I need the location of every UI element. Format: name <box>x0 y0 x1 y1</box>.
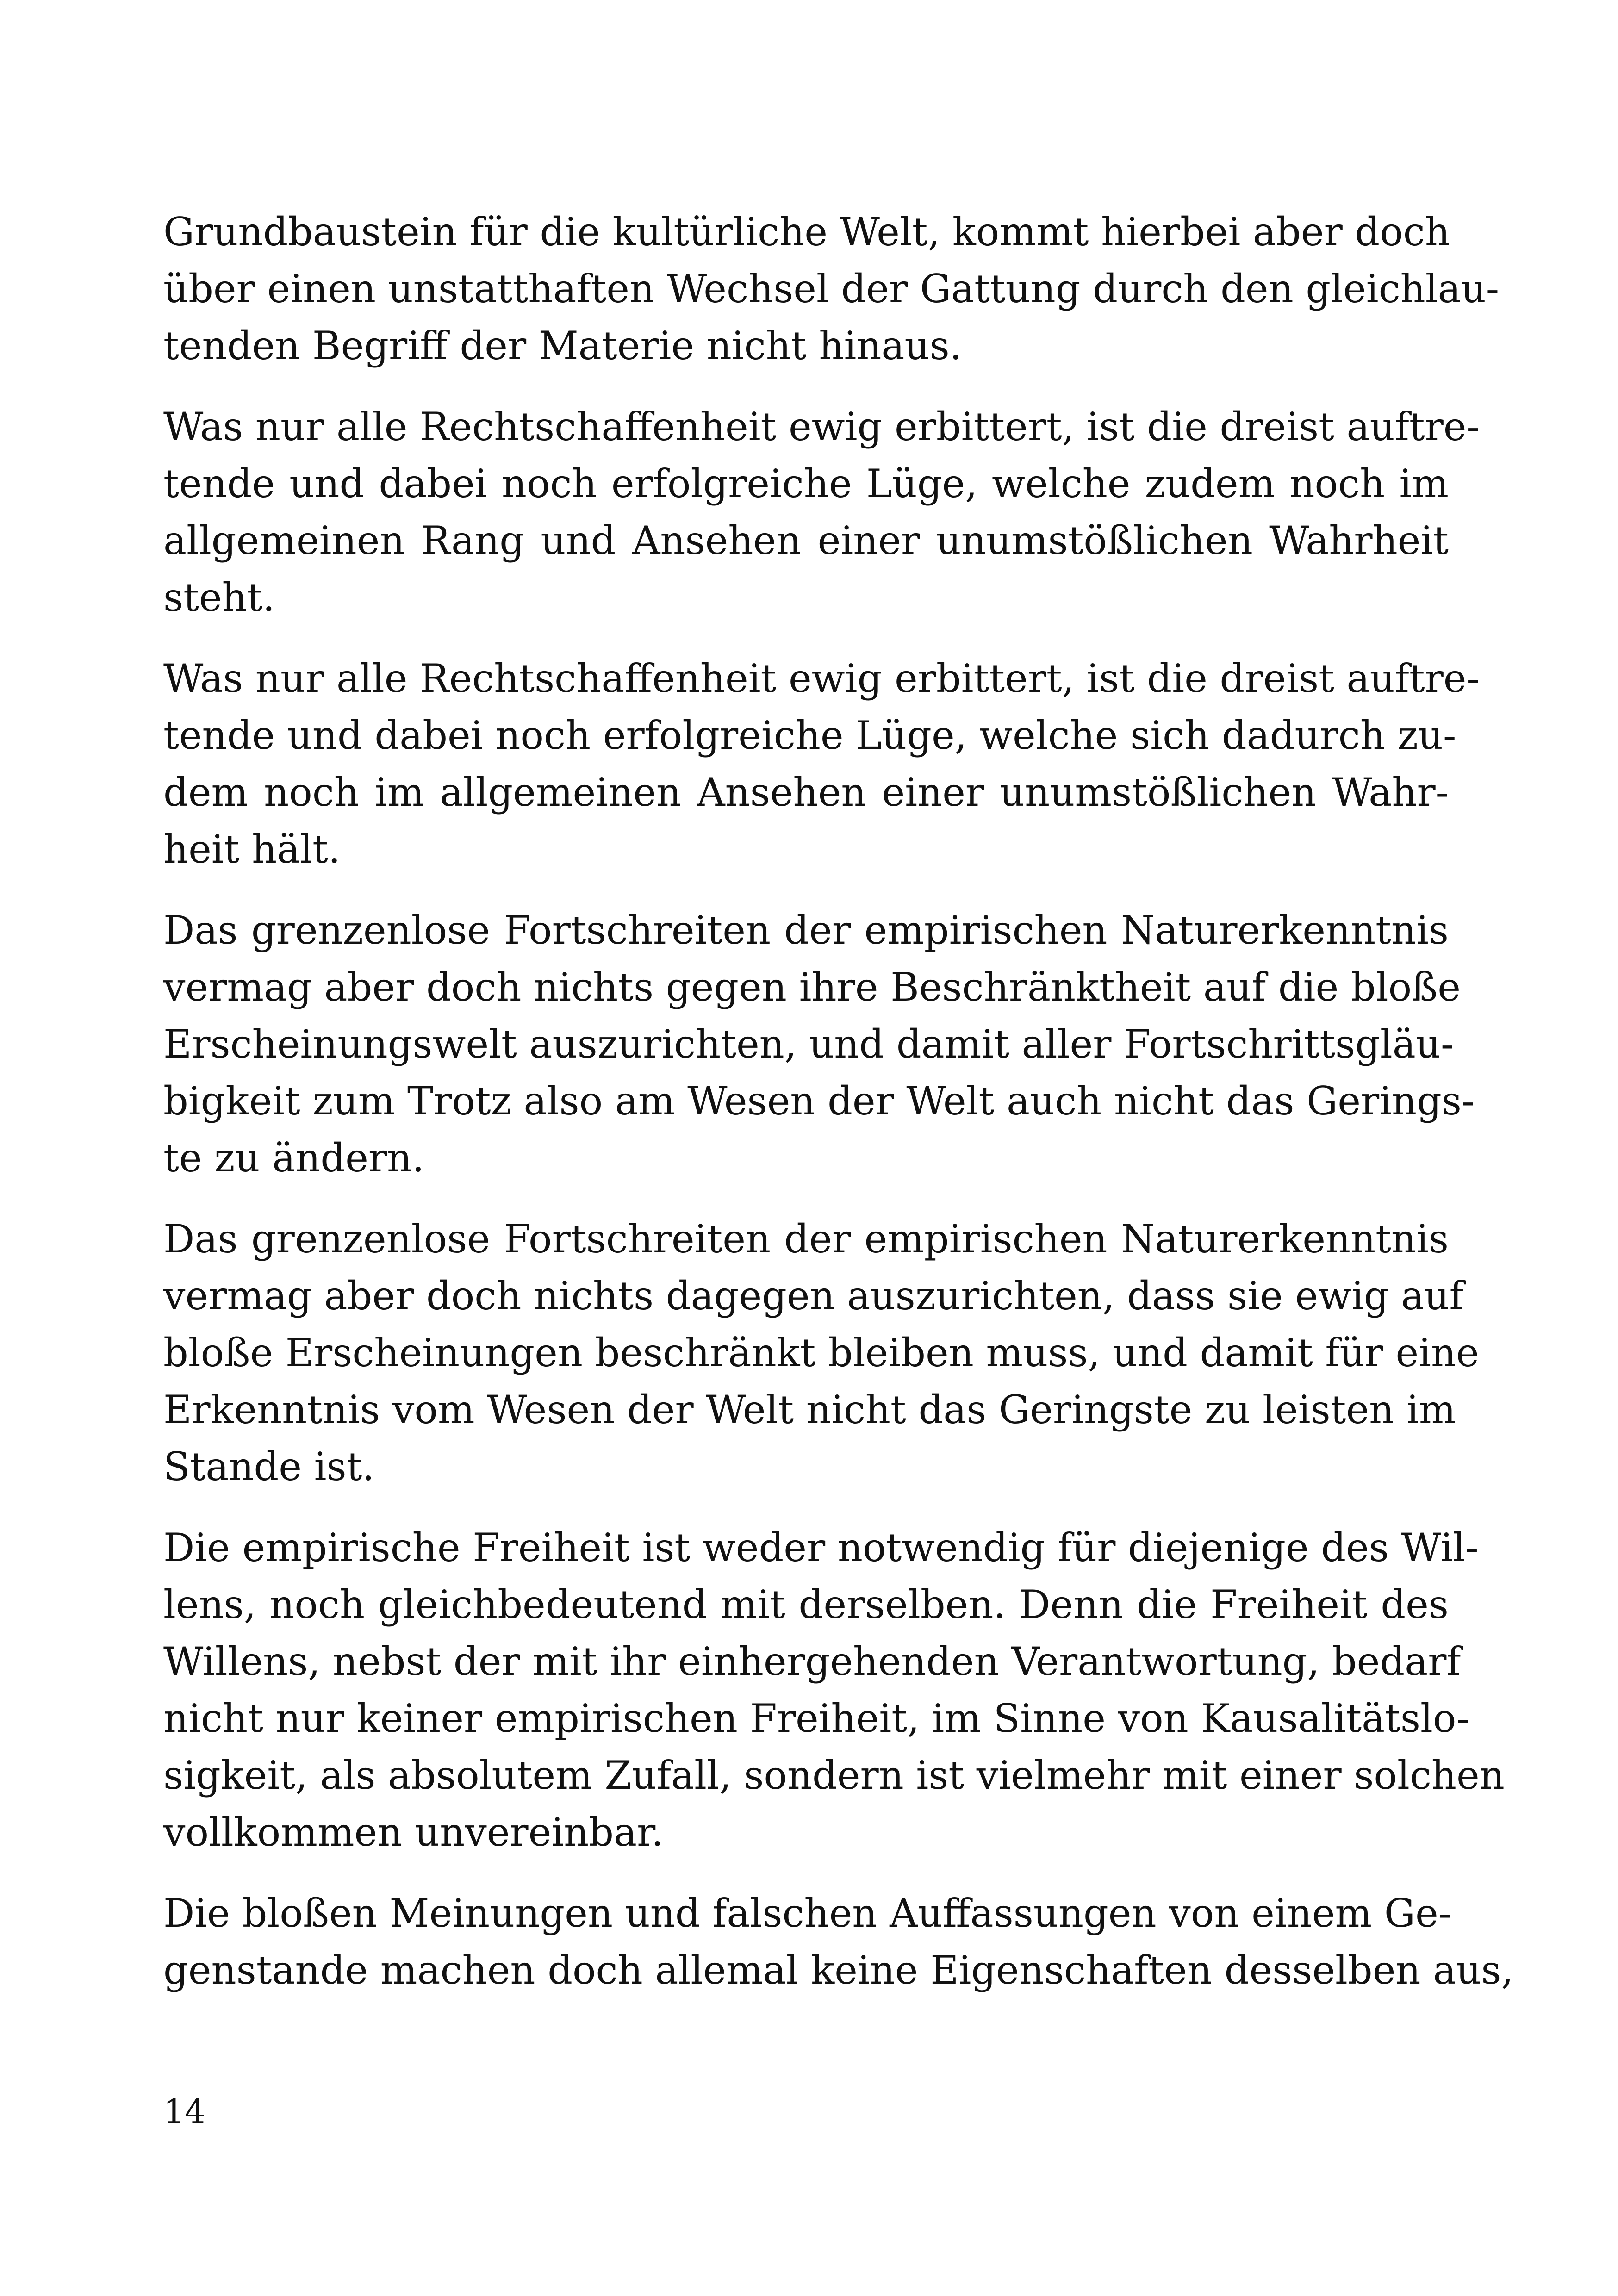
paragraph <box>163 650 1480 878</box>
text-line: genstande machen doch allemal keine Eigenschaften desselben aus, <box>163 1948 1514 1993</box>
text-line: Was nur alle Rechtschaffenheit ewig erbittert, ist die dreist auftre- <box>163 404 1480 449</box>
text-line: bigkeit zum Trotz also am Wesen der Welt auch nicht das Gerings- <box>163 1078 1475 1124</box>
text-line: heit hält. <box>163 827 341 872</box>
paragraph <box>163 1519 1505 1861</box>
text-line: Das grenzenlose Fortschreiten der empirischen Naturerkenntnis <box>163 908 1449 953</box>
text-line: Das grenzenlose Fortschreiten der empirischen Naturerkenntnis <box>163 1216 1449 1262</box>
text-line: vollkommen unvereinbar. <box>163 1810 664 1855</box>
text-line: Willens, nebst der mit ihr einhergehenden Verantwortung, bedarf <box>163 1639 1461 1684</box>
text-line: Erscheinungswelt auszurichten, und damit aller Fortschrittsgläu- <box>163 1021 1454 1067</box>
paragraph <box>163 1211 1479 1495</box>
text-line: Die empirische Freiheit ist weder notwendig für diejenige des Wil- <box>163 1525 1479 1570</box>
text-line: nicht nur keiner empirischen Freiheit, im Sinne von Kausalitätslo- <box>163 1696 1469 1741</box>
text-line: lens, noch gleichbedeutend mit derselben. Denn die Freiheit des <box>163 1582 1449 1627</box>
text-line: tende und dabei noch erfolgreiche Lüge, welche zudem noch im <box>163 461 1449 506</box>
text-line: tenden Begriff der Materie nicht hinaus. <box>163 323 962 368</box>
text-line: Erkenntnis vom Wesen der Welt nicht das Geringste zu leisten im <box>163 1387 1456 1432</box>
text-line: Was nur alle Rechtschaffenheit ewig erbittert, ist die dreist auftre- <box>163 656 1480 701</box>
body-text <box>163 204 1514 2023</box>
text-line: Stande ist. <box>163 1444 375 1489</box>
text-line: tende und dabei noch erfolgreiche Lüge, welche sich dadurch zu- <box>163 713 1456 758</box>
text-line: Die bloßen Meinungen und falschen Auffassungen von einem Ge- <box>163 1891 1452 1936</box>
text-line: te zu ändern. <box>163 1135 424 1181</box>
text-line: sigkeit, als absolutem Zufall, sondern ist vielmehr mit einer solchen <box>163 1753 1505 1798</box>
text-line: bloße Erscheinungen beschränkt bleiben muss, und damit für eine <box>163 1330 1479 1375</box>
text-line: vermag aber doch nichts gegen ihre Beschränktheit auf die bloße <box>163 964 1461 1010</box>
paragraph <box>163 204 1500 374</box>
page-number: 14 <box>163 2092 206 2131</box>
paragraph <box>163 902 1475 1187</box>
paragraph <box>163 1885 1514 1999</box>
paragraph <box>163 398 1480 626</box>
text-line: steht. <box>163 575 275 620</box>
text-line: Grundbaustein für die kultürliche Welt, kommt hierbei aber doch <box>163 209 1450 255</box>
text-line: über einen unstatthaften Wechsel der Gattung durch den gleichlau- <box>163 266 1500 311</box>
text-line: allgemeinen Rang und Ansehen einer unumstößlichen Wahrheit <box>163 518 1449 563</box>
text-line: dem noch im allgemeinen Ansehen einer unumstößlichen Wahr- <box>163 770 1449 815</box>
text-line: vermag aber doch nichts dagegen auszurichten, dass sie ewig auf <box>163 1273 1464 1319</box>
